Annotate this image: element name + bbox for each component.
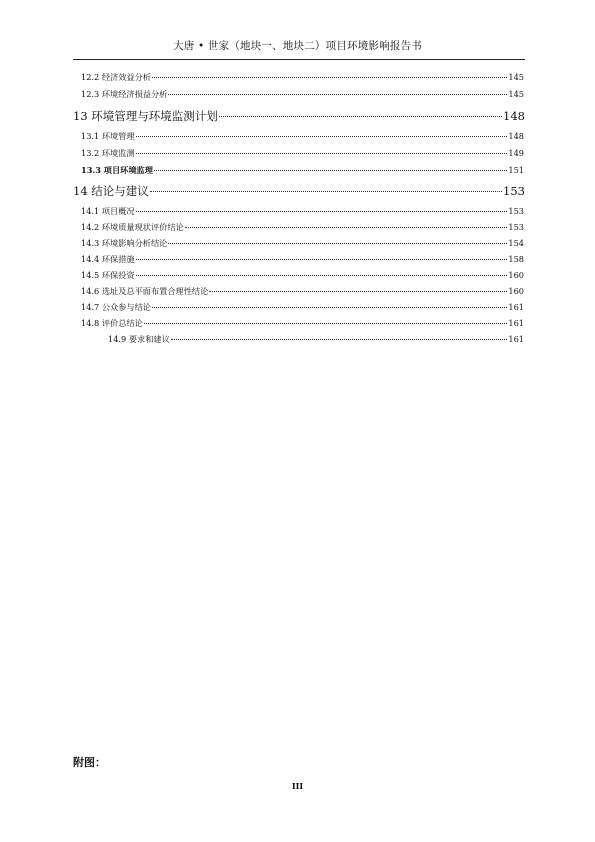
appendix-heading: 附图： xyxy=(73,756,106,769)
toc-entry-label: 14.7 公众参与结论 xyxy=(81,302,151,312)
dot-leader xyxy=(136,153,508,154)
toc-entry-page: 153 xyxy=(508,206,524,216)
toc-entry-label: 12.2 经济效益分析 xyxy=(81,72,151,82)
toc-entry-14-1[interactable] xyxy=(81,206,524,217)
toc-entry-label: 14.9 要求和建议 xyxy=(108,334,170,344)
toc-entry-12-3[interactable] xyxy=(81,89,524,100)
toc-entry-page: 151 xyxy=(508,165,524,175)
toc-entry-label: 14.3 环境影响分析结论 xyxy=(81,238,168,248)
toc-entry-page: 145 xyxy=(508,89,524,99)
toc-entry-label: 14.6 选址及总平面布置合理性结论 xyxy=(81,286,209,296)
dot-leader xyxy=(168,94,507,95)
dot-leader xyxy=(136,136,508,137)
toc-entry-14-5[interactable] xyxy=(81,270,524,281)
toc-entry-label: 13.3 项目环境监理 xyxy=(81,165,153,175)
toc-entry-page: 161 xyxy=(508,318,524,328)
toc-entry-label: 13.2 环境监测 xyxy=(81,148,135,158)
toc-entry-label: 14.2 环境质量现状评价结论 xyxy=(81,222,184,232)
dot-leader xyxy=(209,291,507,292)
toc-entry-page: 158 xyxy=(508,254,524,264)
toc-entry-label: 13.1 环境管理 xyxy=(81,131,135,141)
toc-entry-page: 153 xyxy=(503,184,525,198)
dot-leader xyxy=(185,227,508,228)
toc-entry-page: 160 xyxy=(508,286,524,296)
toc-entry-label: 14.5 环保投资 xyxy=(81,270,135,280)
toc-entry-label: 14.4 环保措施 xyxy=(81,254,135,264)
toc-entry-14-6[interactable] xyxy=(81,286,524,297)
toc-entry-page: 148 xyxy=(508,131,524,141)
header-divider xyxy=(73,59,525,60)
page-header-title: 大唐 • 世家（地块一、地块二）项目环境影响报告书 xyxy=(173,40,422,52)
dot-leader xyxy=(136,275,508,276)
toc-entry-label: 14.1 项目概况 xyxy=(81,206,135,216)
dot-leader xyxy=(168,243,507,244)
toc-entry-label: 14 结论与建议 xyxy=(73,184,149,198)
dot-leader xyxy=(136,211,508,212)
toc-entry-14-4[interactable] xyxy=(81,254,524,265)
toc-entry-page: 153 xyxy=(508,222,524,232)
toc-entry-label: 13 环境管理与环境监测计划 xyxy=(73,109,218,123)
dot-leader xyxy=(152,307,507,308)
toc-entry-12-2[interactable] xyxy=(81,72,524,83)
toc-entry-page: 148 xyxy=(503,109,525,123)
dot-leader xyxy=(150,191,502,192)
dot-leader xyxy=(144,323,508,324)
toc-entry-13-2[interactable] xyxy=(81,148,524,159)
toc-entry-13-1[interactable] xyxy=(81,131,524,142)
toc-entry-14-2[interactable] xyxy=(81,222,524,233)
toc-entry-14-7[interactable] xyxy=(81,302,524,313)
toc-entry-13-3[interactable] xyxy=(81,165,524,176)
dot-leader xyxy=(219,116,502,117)
toc-entry-14-9[interactable] xyxy=(108,334,524,345)
dot-leader xyxy=(154,170,507,171)
toc-entry-label: 12.3 环境经济损益分析 xyxy=(81,89,168,99)
toc-entry-page: 161 xyxy=(508,334,524,344)
toc-entry-13[interactable] xyxy=(73,108,525,124)
toc-entry-label: 14.8 评价总结论 xyxy=(81,318,143,328)
toc-entry-14-3[interactable] xyxy=(81,238,524,249)
dot-leader xyxy=(136,259,508,260)
dot-leader xyxy=(152,77,507,78)
dot-leader xyxy=(171,339,508,340)
toc-entry-page: 145 xyxy=(508,72,524,82)
toc-entry-page: 160 xyxy=(508,270,524,280)
toc-entry-page: 161 xyxy=(508,302,524,312)
toc-entry-14-8[interactable] xyxy=(81,318,524,329)
toc-entry-14[interactable] xyxy=(73,183,525,199)
toc-entry-page: 154 xyxy=(508,238,524,248)
page-number: III xyxy=(291,781,304,791)
toc-entry-page: 149 xyxy=(508,148,524,158)
